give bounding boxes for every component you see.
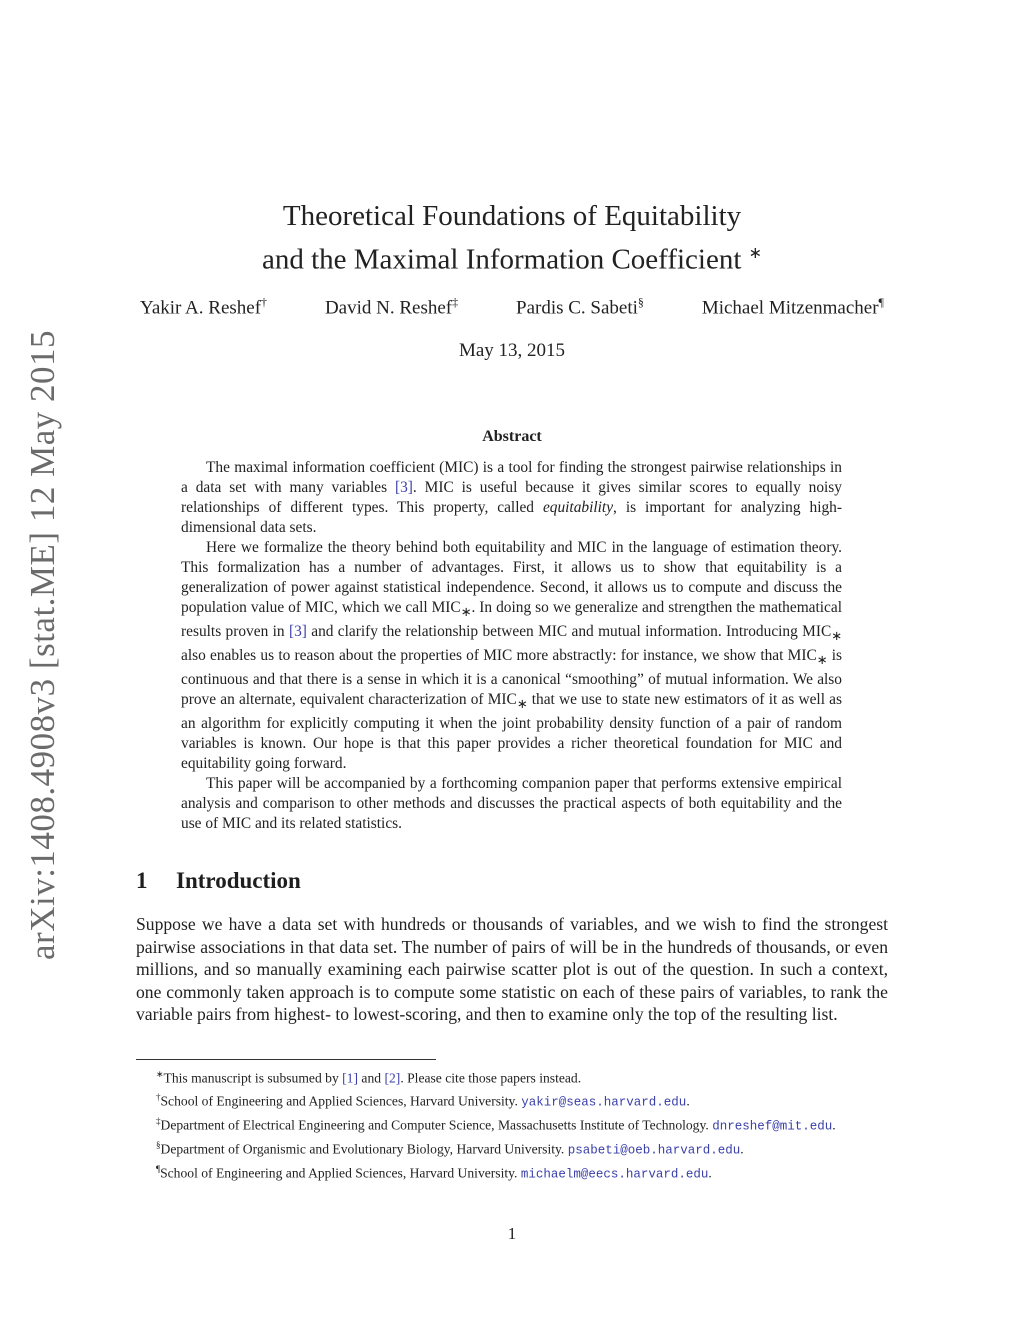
section-number: 1 bbox=[136, 868, 148, 893]
email-link[interactable]: dnreshef@mit.edu bbox=[712, 1119, 833, 1134]
author bbox=[325, 295, 458, 319]
footnote-text: This manuscript is subsumed by bbox=[163, 1070, 343, 1086]
abstract-text: also enables us to reason about the properties of MIC more abstractly: for instance, we show that MIC bbox=[181, 647, 817, 665]
title-line-1: Theoretical Foundations of Equitability bbox=[282, 200, 742, 232]
abstract-text: , is important for analyzing high-dimensional data sets. bbox=[181, 499, 842, 536]
author-footnote-mark[interactable]: § bbox=[637, 295, 644, 309]
footnote-text: . bbox=[832, 1117, 836, 1133]
author bbox=[140, 295, 267, 319]
author-name: David N. Reshef bbox=[324, 297, 453, 319]
author-footnote-mark[interactable]: † bbox=[261, 295, 268, 309]
subscript: ∗ bbox=[460, 605, 472, 620]
footnote-text: . bbox=[708, 1165, 712, 1181]
title-footnote-mark: ∗ bbox=[748, 245, 763, 262]
emphasis: equitability bbox=[542, 499, 614, 516]
abstract-body bbox=[181, 458, 842, 834]
author-list bbox=[130, 295, 894, 319]
footnote-text: . bbox=[686, 1093, 690, 1109]
paper-date: May 13, 2015 bbox=[458, 340, 566, 361]
title-line-2-text: and the Maximal Information Coefficient bbox=[261, 243, 742, 276]
footnote-text: Department of Electrical Engineering and Computer Science, Massachusetts Institute of Technology. bbox=[160, 1117, 713, 1133]
abstract-heading: Abstract bbox=[482, 428, 542, 445]
author bbox=[516, 295, 644, 319]
citation-link[interactable]: [2] bbox=[384, 1070, 401, 1086]
footnote-mark: ∗ bbox=[156, 1069, 164, 1079]
abstract-text: and clarify the relationship between MIC and mutual information. Introducing MIC bbox=[306, 623, 832, 641]
abstract-paragraph bbox=[181, 538, 842, 774]
footnotes bbox=[136, 1065, 888, 1184]
title-line-2 bbox=[180, 235, 844, 279]
footnote-mark: § bbox=[156, 1140, 161, 1151]
footnote-mark: † bbox=[156, 1092, 161, 1103]
section-title: Introduction bbox=[176, 868, 301, 893]
footnote bbox=[136, 1112, 888, 1136]
section-heading bbox=[136, 868, 888, 894]
citation-link[interactable]: [3] bbox=[394, 479, 413, 496]
email-link[interactable]: yakir@seas.harvard.edu bbox=[521, 1095, 687, 1110]
footnote-mark: ‡ bbox=[156, 1116, 161, 1127]
author-name: Yakir A. Reshef bbox=[140, 297, 262, 319]
footnote bbox=[136, 1065, 888, 1088]
footnote bbox=[136, 1136, 888, 1160]
citation-link[interactable]: [3] bbox=[288, 623, 307, 641]
subscript: ∗ bbox=[831, 629, 842, 644]
page-number: 1 bbox=[507, 1224, 517, 1243]
abstract-paragraph bbox=[181, 458, 842, 538]
footnote bbox=[136, 1160, 888, 1184]
abstract-text: . In doing so we generalize and strengthen the mathematical results proven in bbox=[181, 599, 842, 641]
footnote-text: . bbox=[740, 1141, 744, 1157]
abstract-text: The maximal information coefficient (MIC) is a tool for finding the strongest pairwise relationships in a data set with many variables bbox=[181, 459, 842, 496]
email-link[interactable]: psabeti@oeb.harvard.edu bbox=[567, 1143, 741, 1158]
abstract-text: is continuous and that there is a sense in which it is a canonical “smoothing” of mutual information. We also prove an alternate, equivalent characterization of MIC bbox=[181, 647, 842, 709]
paper-title bbox=[180, 198, 844, 279]
footnote-text: Department of Organismic and Evolutionary Biology, Harvard University. bbox=[160, 1141, 568, 1157]
author-name: Michael Mitzenmacher bbox=[701, 297, 879, 319]
citation-link[interactable]: [1] bbox=[342, 1070, 359, 1086]
footnote-mark: ¶ bbox=[156, 1164, 161, 1175]
subscript: ∗ bbox=[816, 653, 828, 668]
author-footnote-mark[interactable]: ‡ bbox=[452, 295, 459, 309]
footnote-text: . Please cite those papers instead. bbox=[400, 1070, 582, 1086]
footnote bbox=[136, 1088, 888, 1112]
footnote-text: and bbox=[358, 1070, 385, 1086]
footnote-text: School of Engineering and Applied Sciences, Harvard University. bbox=[160, 1093, 522, 1109]
introduction-paragraph: Suppose we have a data set with hundreds or thousands of variables, and we wish to find the strongest pairwise associations in that data set. The number of pairs of will be in the hundreds of thousands, or even millions, and so manually examining each pairwise scatter plot is out of the question. In such a context, one commonly taken approach is to compute some statistic on each of these pairs of variables, to rank the variable pairs from highest- to lowest-scoring, and then to examine only the top of the resulting list. bbox=[136, 914, 888, 1025]
author-name: Pardis C. Sabeti bbox=[516, 297, 638, 319]
abstract-text: Here we formalize the theory behind both equitability and MIC in the language of estimation theory. This formalization has a number of advantages. First, it allows us to show that equitability is a generalization of power against statistical independence. Second, it allows us to compute and discuss the population value of MIC, which we call MIC bbox=[181, 539, 842, 616]
abstract-text: that we use to state new estimators of it as well as an algorithm for explicitly computing it when the joint probability density function of a pair of random variables is known. Our hope is that this paper provides a richer theoretical foundation for MIC and equitability going forward. bbox=[181, 691, 842, 773]
abstract-text: . MIC is useful because it gives similar scores to equally noisy relationships of different types. This property, called bbox=[181, 479, 842, 516]
author bbox=[702, 295, 884, 319]
footnote-text: School of Engineering and Applied Sciences, Harvard University. bbox=[160, 1165, 521, 1181]
footnote-divider bbox=[136, 1059, 436, 1060]
abstract-paragraph: This paper will be accompanied by a forthcoming companion paper that performs extensive empirical analysis and comparison to other methods and discusses the practical aspects of both equitability and the use of MIC and its related statistics. bbox=[181, 775, 842, 833]
subscript: ∗ bbox=[516, 697, 528, 712]
arxiv-identifier: arXiv:1408.4908v3 [stat.ME] 12 May 2015 bbox=[23, 330, 62, 960]
email-link[interactable]: michaelm@eecs.harvard.edu bbox=[520, 1167, 709, 1182]
author-footnote-mark[interactable]: ¶ bbox=[878, 295, 884, 309]
